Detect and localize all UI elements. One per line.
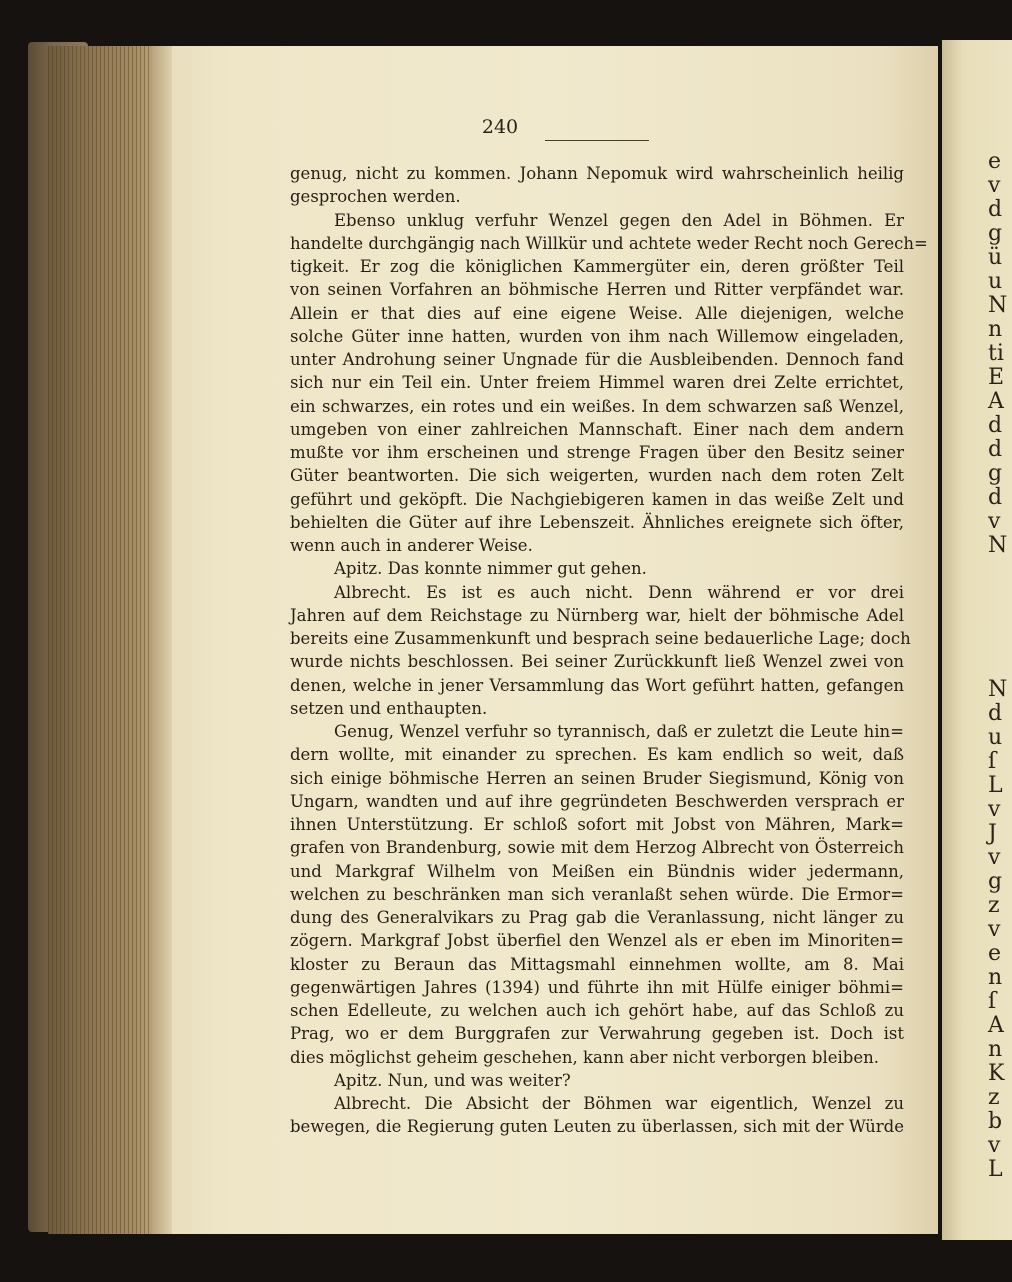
text-line: mußte vor ihm erscheinen und strenge Fragen über den Besitz seiner [290,443,904,462]
text-line: Ungarn, wandten und auf ihre gegründeten Beschwerden versprach er [290,791,904,811]
text-line: setzen und enthaupten. [290,698,488,718]
text-line: Apitz. Nun, und was weiter? [334,1070,571,1090]
text-line: Albrecht. Die Absicht der Böhmen war eigentlich, Wenzel zu [334,1094,904,1113]
text-line: Güter beantworten. Die sich weigerten, wurden nach dem roten Zelt [290,466,904,486]
text-line: geführt und geköpft. Die Nachgiebigeren kamen in das weiße Zelt und [290,489,904,509]
text-line: behielten die Güter auf ihre Lebenszeit. Ähnliches ereignete sich öfter, [290,512,904,532]
text-line: zögern. Markgraf Jobst überfiel den Wenzel als er eben im Minoriten= [290,931,904,951]
text-line: welchen zu beschränken man sich veranlaßt sehen würde. Die Ermor= [290,884,904,904]
text-line: bewegen, die Regierung guten Leuten zu überlassen, sich mit der Würde [290,1117,904,1137]
text-line: von seinen Vorfahren an böhmische Herren und Ritter verpfändet war. [290,280,904,300]
facing-page-text-fragment: e v d g ü u N n ti E A d d g d v N N d u ſ L v J v g z v e n ſ A n K z b v L [988,149,1008,1182]
text-line: grafen von Brandenburg, sowie mit dem Herzog Albrecht von Österreich [290,838,904,858]
text-line: Genug, Wenzel verfuhr so tyrannisch, daß er zuletzt die Leute hin= [334,722,904,741]
text-line: sich einige böhmische Herren an seinen Bruder Siegismund, König von [290,768,904,788]
book-gutter [152,46,174,1234]
text-line: Apitz. Das konnte nimmer gut gehen. [334,559,647,579]
text-line: solche Güter inne hatten, wurden von ihm nach Willemow eingeladen, [290,326,904,346]
page-number: 240 [481,116,519,138]
text-line: umgeben von einer zahlreichen Mannschaft. Einer nach dem andern [290,419,904,439]
text-line: gegenwärtigen Jahres (1394) und führte ihn mit Hülfe einiger böhmi= [290,977,904,997]
text-line: wurde nichts beschlossen. Bei seiner Zurückkunft ließ Wenzel zwei von [290,652,904,672]
text-line: gesprochen werden. [290,187,461,207]
text-line: tigkeit. Er zog die königlichen Kammergüter ein, deren größter Teil [290,257,904,276]
text-line: Albrecht. Es ist es auch nicht. Denn während er vor drei [334,582,904,602]
text-line: bereits eine Zusammenkunft und besprach seine bedauerliche Lage; doch [290,629,911,648]
text-line: denen, welche in jener Versammlung das Wort geführt hatten, gefangen [290,675,904,695]
text-line: Prag, wo er dem Burggrafen zur Verwahrung gegeben ist. Doch ist [290,1024,904,1044]
text-line: schen Edelleute, zu welchen auch ich gehört habe, auf das Schloß zu [290,1001,904,1020]
text-line: dung des Generalvikars zu Prag gab die Veranlassung, nicht länger zu [290,908,904,927]
text-line: dies möglichst geheim geschehen, kann aber nicht verborgen bleiben. [290,1047,879,1067]
text-line: ein schwarzes, ein rotes und ein weißes. In dem schwarzen saß Wenzel, [290,396,904,416]
body-text [290,162,928,1139]
text-line: Allein er that dies auf eine eigene Weise. Alle diejenigen, welche [290,303,904,323]
text-line: unter Androhung seiner Ungnade für die Ausbleibenden. Dennoch fand [290,350,904,369]
text-line: genug, nicht zu kommen. Johann Nepomuk wird wahrscheinlich heilig [290,164,904,183]
text-line: kloster zu Beraun das Mittagsmahl einnehmen wollte, am 8. Mai [290,954,904,974]
text-line: Jahren auf dem Reichstage zu Nürnberg war, hielt der böhmische Adel [290,605,904,625]
text-line: sich nur ein Teil ein. Unter freiem Himmel waren drei Zelte errichtet, [290,373,904,393]
text-line: wenn auch in anderer Weise. [290,536,533,555]
text-line: handelte durchgängig nach Willkür und achtete weder Recht noch Gerech= [290,233,928,253]
text-line: ihnen Unterstützung. Er schloß sofort mit Jobst von Mähren, Mark= [290,815,904,834]
text-line: und Markgraf Wilhelm von Meißen ein Bündnis wider jedermann, [290,861,904,881]
text-line: dern wollte, mit einander zu sprechen. Es kam endlich so weit, daß [290,745,904,765]
header-rule [545,140,649,141]
text-line: Ebenso unklug verfuhr Wenzel gegen den Adel in Böhmen. Er [334,210,904,230]
